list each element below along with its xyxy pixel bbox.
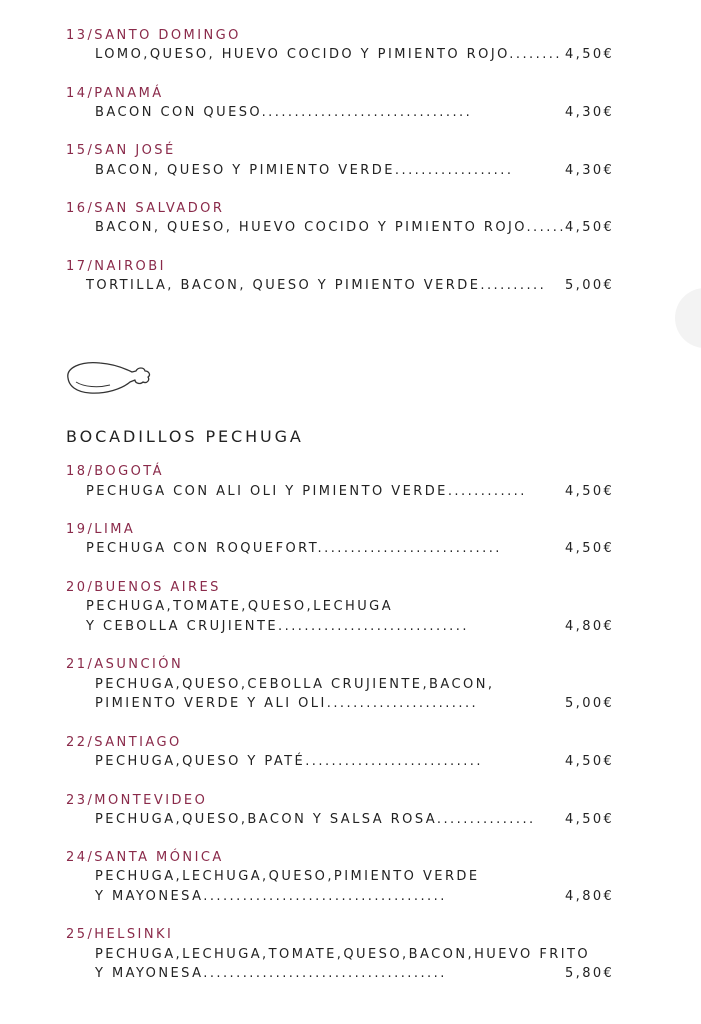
item-desc: PECHUGA,TOMATE,QUESO,LECHUGA bbox=[86, 599, 394, 614]
item-price: 5,80€ bbox=[565, 966, 615, 981]
item-price: 4,30€ bbox=[565, 163, 615, 178]
item-desc: PECHUGA,LECHUGA,TOMATE,QUESO,BACON,HUEVO FRITO bbox=[95, 947, 591, 962]
item-price: 4,80€ bbox=[565, 619, 615, 634]
item-name: 18/BOGOTÁ bbox=[66, 464, 165, 479]
item-desc: PECHUGA,LECHUGA,QUESO,PIMIENTO VERDE bbox=[95, 869, 480, 884]
item-name: 20/BUENOS AIRES bbox=[66, 580, 221, 595]
item-desc: Y MAYONESA..................................... bbox=[95, 889, 447, 904]
item-desc: PECHUGA CON ALI OLI Y PIMIENTO VERDE............ bbox=[86, 484, 527, 499]
item-name: 25/HELSINKI bbox=[66, 927, 174, 942]
item-price: 4,50€ bbox=[565, 220, 615, 235]
item-name: 13/SANTO DOMINGO bbox=[66, 28, 241, 43]
item-price: 4,80€ bbox=[565, 889, 615, 904]
item-desc: Y MAYONESA..................................... bbox=[95, 966, 447, 981]
item-desc: PECHUGA,QUESO Y PATÉ........................... bbox=[95, 754, 483, 769]
item-price: 4,30€ bbox=[565, 105, 615, 120]
item-desc: LOMO,QUESO, HUEVO COCIDO Y PIMIENTO ROJO........ bbox=[95, 47, 562, 62]
drumstick-icon bbox=[62, 356, 154, 398]
item-desc: TORTILLA, BACON, QUESO Y PIMIENTO VERDE.......... bbox=[86, 278, 547, 293]
item-name: 19/LIMA bbox=[66, 522, 136, 537]
item-name: 16/SAN SALVADOR bbox=[66, 201, 225, 216]
item-price: 5,00€ bbox=[565, 278, 615, 293]
item-desc: BACON, QUESO, HUEVO COCIDO Y PIMIENTO ROJO...... bbox=[95, 220, 566, 235]
item-price: 5,00€ bbox=[565, 696, 615, 711]
item-name: 22/SANTIAGO bbox=[66, 735, 182, 750]
item-price: 4,50€ bbox=[565, 484, 615, 499]
section-title: BOCADILLOS PECHUGA bbox=[66, 427, 304, 446]
item-name: 23/MONTEVIDEO bbox=[66, 793, 208, 808]
item-desc: Y CEBOLLA CRUJIENTE............................. bbox=[86, 619, 469, 634]
item-desc: PECHUGA,QUESO,BACON Y SALSA ROSA............... bbox=[95, 812, 536, 827]
item-desc: PECHUGA CON ROQUEFORT............................ bbox=[86, 541, 502, 556]
item-name: 24/SANTA MÓNICA bbox=[66, 850, 224, 865]
item-price: 4,50€ bbox=[565, 541, 615, 556]
item-desc: BACON CON QUESO................................ bbox=[95, 105, 473, 120]
item-desc: BACON, QUESO Y PIMIENTO VERDE.................. bbox=[95, 163, 514, 178]
page-edge-blob bbox=[675, 288, 701, 348]
item-price: 4,50€ bbox=[565, 812, 615, 827]
item-desc: PECHUGA,QUESO,CEBOLLA CRUJIENTE,BACON, bbox=[95, 677, 495, 692]
item-desc: PIMIENTO VERDE Y ALI OLI....................... bbox=[95, 696, 479, 711]
item-name: 17/NAIROBI bbox=[66, 259, 166, 274]
item-price: 4,50€ bbox=[565, 47, 615, 62]
item-name: 15/SAN JOSÉ bbox=[66, 143, 176, 158]
item-name: 21/ASUNCIÓN bbox=[66, 657, 184, 672]
item-name: 14/PANAMÁ bbox=[66, 86, 164, 101]
item-price: 4,50€ bbox=[565, 754, 615, 769]
